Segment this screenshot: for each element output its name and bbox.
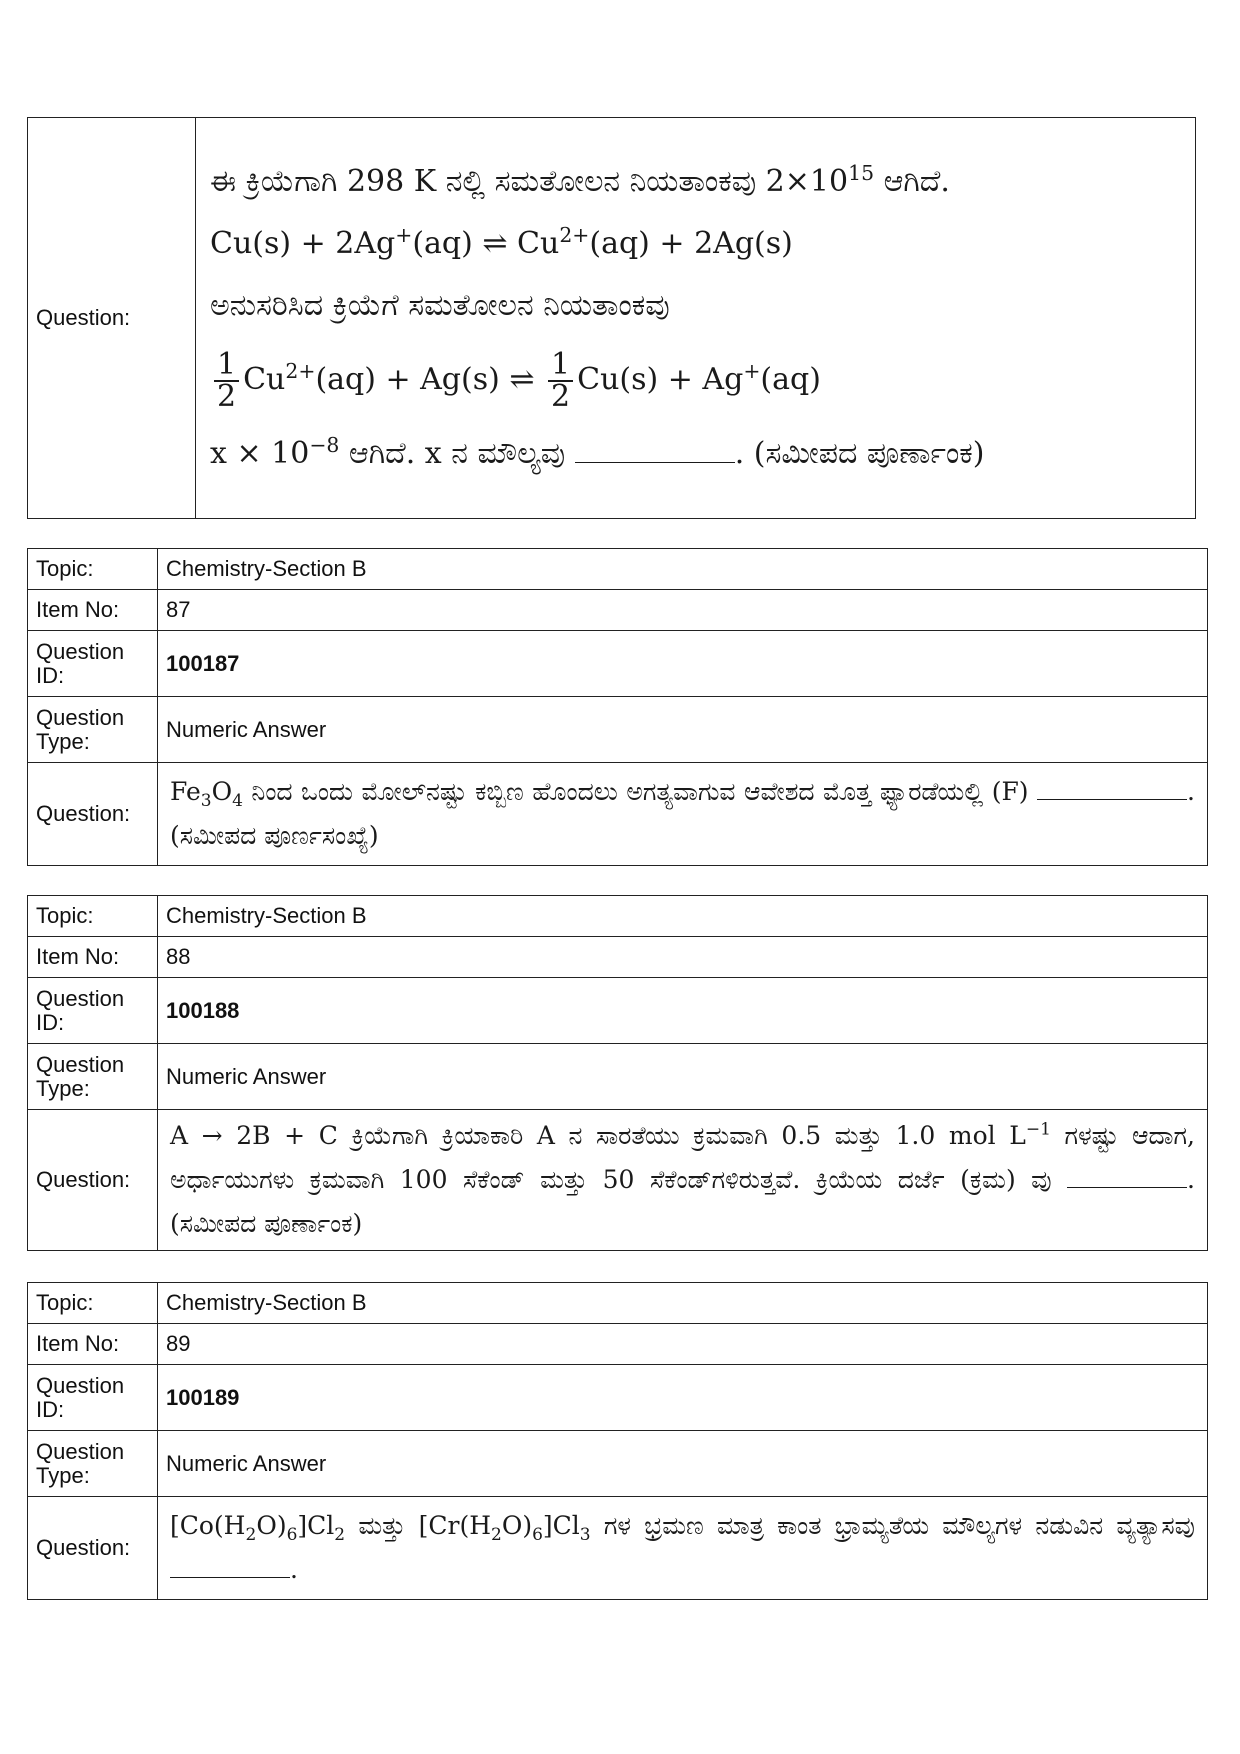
question-label: Question: xyxy=(28,1110,158,1251)
question-type-row xyxy=(28,1044,1208,1110)
question-text xyxy=(196,118,1196,519)
question-87-table xyxy=(27,548,1208,866)
question-row xyxy=(28,1110,1208,1251)
question-line-3: ಅನುಸರಿಸಿದ ಕ್ರಿಯೆಗೆ ಸಮತೋಲನ ನಿಯತಾಂಕವು xyxy=(210,288,670,323)
topic-value: Chemistry-Section B xyxy=(158,549,1208,590)
fraction-half: $\frac{1}{2}$ xyxy=(548,350,573,412)
topic-row xyxy=(28,1283,1208,1324)
question-id-row xyxy=(28,631,1208,697)
answer-blank xyxy=(170,1552,290,1578)
question-type-label: Question Type: xyxy=(28,1044,158,1110)
question-row xyxy=(28,118,1196,519)
question-label: Question: xyxy=(28,1497,158,1600)
item-no-value: 87 xyxy=(158,590,1208,631)
topic-label: Topic: xyxy=(28,549,158,590)
item-no-label: Item No: xyxy=(28,937,158,978)
question-id-label: Question ID: xyxy=(28,978,158,1044)
item-no-value: 88 xyxy=(158,937,1208,978)
answer-blank xyxy=(1037,774,1187,800)
question-type-value: Numeric Answer xyxy=(158,1044,1208,1110)
question-line-5: $x \times 10^{-8}$ ಆಗಿದೆ. x ನ ಮೌಲ್ಯವು . (ಸಮೀಪದ ಪೂರ್ಣಾಂಕ) xyxy=(210,433,985,471)
topic-value: Chemistry-Section B xyxy=(158,896,1208,937)
question-row xyxy=(28,763,1208,866)
question-type-row xyxy=(28,1431,1208,1497)
reaction-equation-2: $\frac{1}{2}$ $Cu^{2+}(aq) + Ag(s)$ ⇌ $\frac{1}{2}$ Cu(s) + Ag+(aq) xyxy=(210,337,1181,423)
question-89-table xyxy=(27,1282,1208,1600)
reaction-equation-1: Cu(s) + 2Ag+(aq) ⇌ $Cu^{2+}(aq) + 2Ag(s)$ xyxy=(210,223,793,261)
item-no-value: 89 xyxy=(158,1324,1208,1365)
question-86-table xyxy=(27,117,1196,519)
topic-value: Chemistry-Section B xyxy=(158,1283,1208,1324)
question-text: A → 2B + C ಕ್ರಿಯೆಗಾಗಿ ಕ್ರಿಯಾಕಾರಿ A ನ ಸಾರತೆಯು ಕ್ರಮವಾಗಿ 0.5 ಮತ್ತು 1.0 mol $L^{-1}$ ಗಳಷ್ಟು ಆದಾಗ, ಅರ್ಧಾಯುಗಳು ಕ್ರಮವಾಗಿ 100 ಸೆಕೆಂಡ್ ಮತ್ತು 50 ಸೆಕೆಂಡ್‌ಗಳಿರುತ್ತವೆ. ಕ್ರಿಯೆಯ ದರ್ಜೆ (ಕ್ರಮ) ವು . (ಸಮೀಪದ ಪೂರ್ಣಾಂಕ) xyxy=(158,1110,1208,1251)
question-id-value: 100189 xyxy=(158,1365,1208,1431)
question-type-value: Numeric Answer xyxy=(158,1431,1208,1497)
question-id-row xyxy=(28,1365,1208,1431)
item-no-label: Item No: xyxy=(28,590,158,631)
question-label: Question: xyxy=(28,763,158,866)
item-no-row xyxy=(28,1324,1208,1365)
question-id-row xyxy=(28,978,1208,1044)
question-88-table xyxy=(27,895,1208,1251)
question-id-label: Question ID: xyxy=(28,631,158,697)
question-id-label: Question ID: xyxy=(28,1365,158,1431)
question-text: $Fe_3O_4$ ನಿಂದ ಒಂದು ಮೋಲ್‌ನಷ್ಟು ಕಬ್ಬಿಣ ಹೊಂದಲು ಅಗತ್ಯವಾಗುವ ಆವೇಶದ ಮೊತ್ತ ಫ್ಯಾರಡೆಯಲ್ಲಿ (F) . (ಸಮೀಪದ ಪೂರ್ಣಸಂಖ್ಯೆ) xyxy=(158,763,1208,866)
question-type-label: Question Type: xyxy=(28,1431,158,1497)
question-row xyxy=(28,1497,1208,1600)
question-type-value: Numeric Answer xyxy=(158,697,1208,763)
answer-blank xyxy=(575,432,735,463)
question-id-value: 100187 xyxy=(158,631,1208,697)
answer-blank xyxy=(1067,1162,1187,1188)
item-no-row xyxy=(28,590,1208,631)
topic-label: Topic: xyxy=(28,1283,158,1324)
question-text: $[Co(H_2O)_6]Cl_2$ ಮತ್ತು $[Cr(H_2O)_6]Cl_3$ ಗಳ ಭ್ರಮಣ ಮಾತ್ರ ಕಾಂತ ಭ್ರಾಮ್ಯತೆಯ ಮೌಲ್ಯಗಳ ನಡುವಿನ ವ್ಯತ್ಯಾಸವು . xyxy=(158,1497,1208,1600)
question-type-label: Question Type: xyxy=(28,697,158,763)
topic-label: Topic: xyxy=(28,896,158,937)
topic-row xyxy=(28,896,1208,937)
item-no-label: Item No: xyxy=(28,1324,158,1365)
fraction-half: $\frac{1}{2}$ xyxy=(214,350,239,412)
question-label: Question: xyxy=(28,118,196,519)
question-id-value: 100188 xyxy=(158,978,1208,1044)
question-type-row xyxy=(28,697,1208,763)
topic-row xyxy=(28,549,1208,590)
question-line-1: ಈ ಕ್ರಿಯೆಗಾಗಿ 298 K ನಲ್ಲಿ ಸಮತೋಲನ ನಿಯತಾಂಕವು $2\times 10^{15}$ ಆಗಿದೆ. xyxy=(210,161,950,199)
item-no-row xyxy=(28,937,1208,978)
